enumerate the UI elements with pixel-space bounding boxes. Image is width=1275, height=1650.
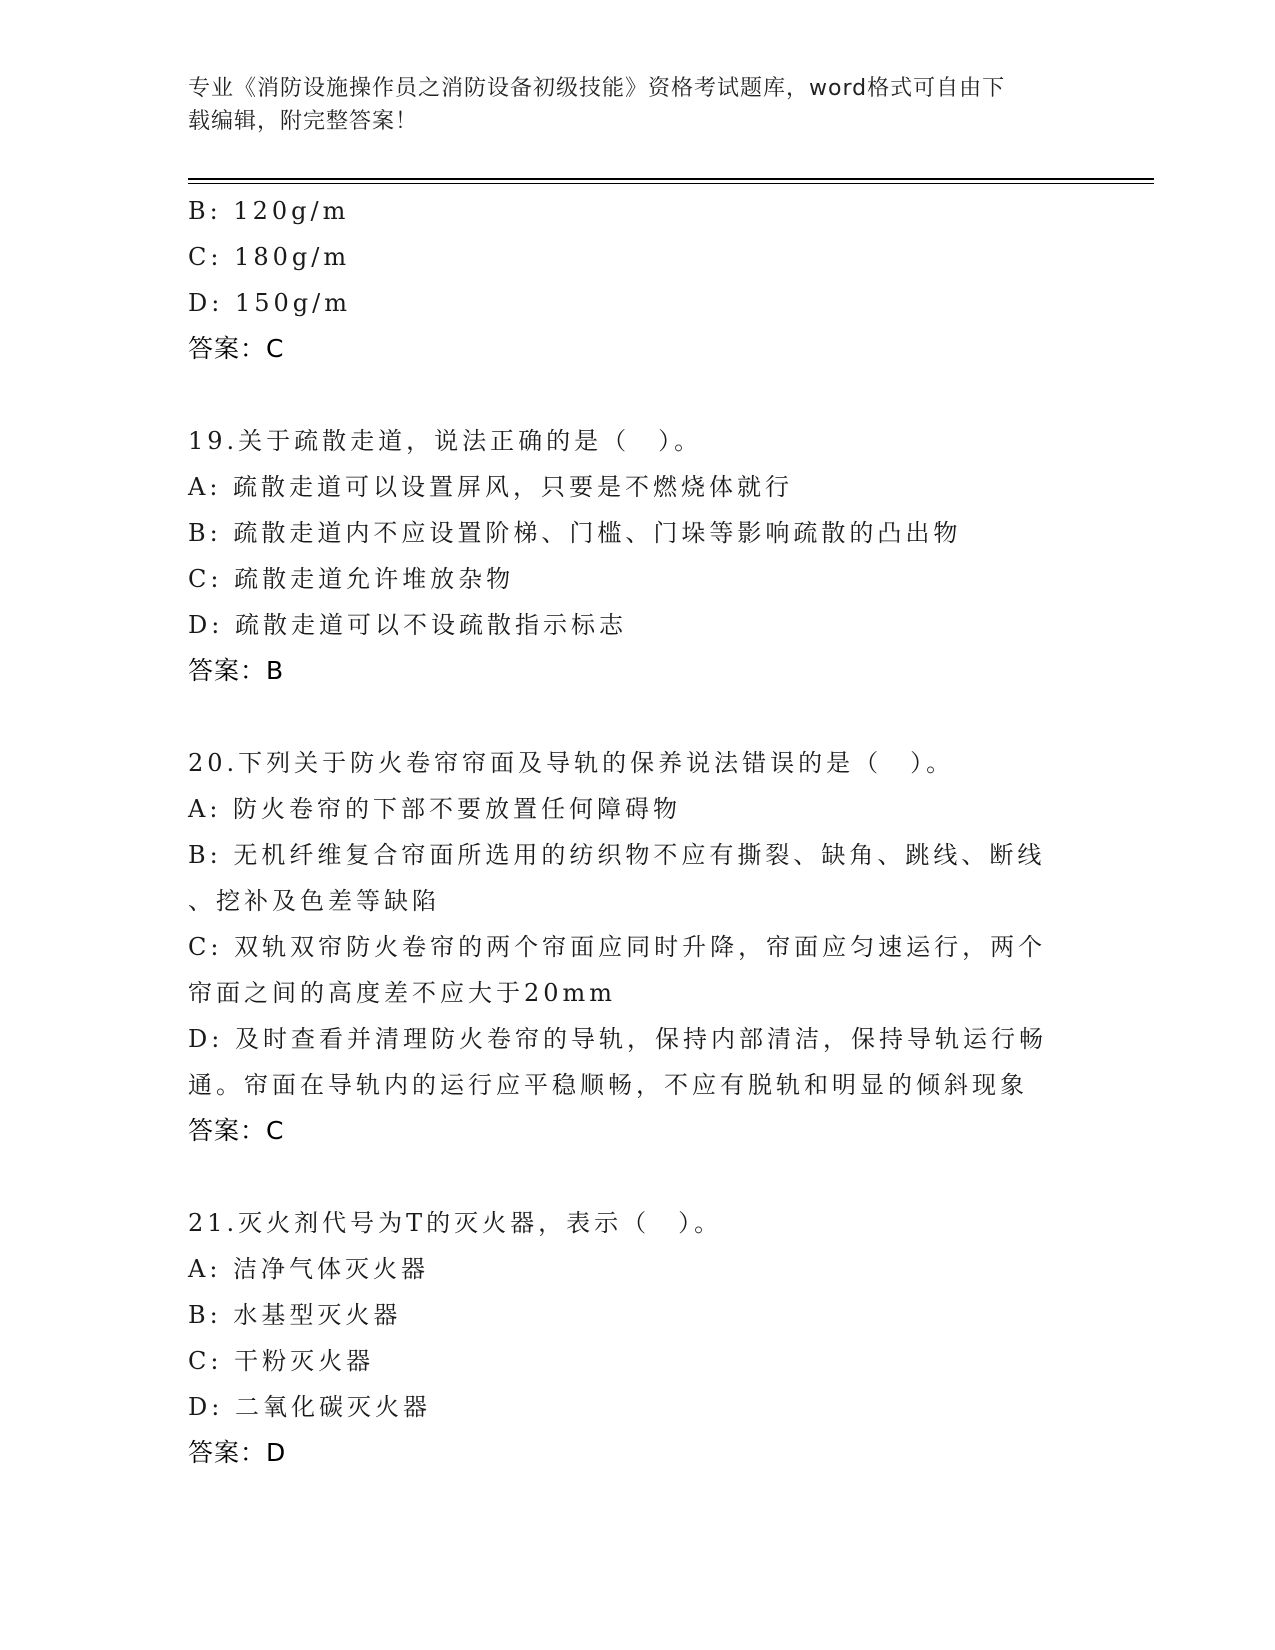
option-line: A: 疏散走道可以设置屏风，只要是不燃烧体就行 [188, 473, 794, 501]
document-header [188, 72, 1088, 138]
question-stem: 20.下列关于防火卷帘帘面及导轨的保养说法错误的是（ ）。 [188, 749, 955, 777]
option-line: D: 及时查看并清理防火卷帘的导轨，保持内部清洁，保持导轨运行畅 [188, 1025, 1047, 1053]
question-21 [188, 1200, 1088, 1476]
question-stem: 21.灭火剂代号为T的灭火器，表示（ ）。 [188, 1209, 723, 1237]
option-line: D: 疏散走道可以不设疏散指示标志 [188, 611, 627, 639]
option-line: C: 干粉灭火器 [188, 1347, 375, 1375]
option-line: C: 180g/m [188, 243, 351, 271]
header-line-1: 专业《消防设施操作员之消防设备初级技能》资格考试题库，word格式可自由下 [188, 76, 1006, 101]
answer-line: 答案：C [188, 1116, 285, 1145]
header-line-2: 载编辑，附完整答案！ [188, 109, 419, 134]
option-line: C: 双轨双帘防火卷帘的两个帘面应同时升降，帘面应匀速运行，两个 [188, 933, 1047, 961]
header-rule-thick [188, 178, 1154, 180]
answer-line: 答案：C [188, 334, 285, 363]
question-20 [188, 740, 1088, 1154]
option-line: D: 150g/m [188, 289, 351, 317]
option-line: C: 疏散走道允许堆放杂物 [188, 565, 515, 593]
answer-line: 答案：B [188, 656, 285, 685]
question-19 [188, 418, 1088, 694]
option-line-continued: 通。帘面在导轨内的运行应平稳顺畅，不应有脱轨和明显的倾斜现象 [188, 1071, 1028, 1099]
header-rule-thin [188, 183, 1154, 184]
option-line: B: 水基型灭火器 [188, 1301, 402, 1329]
question-stem: 19.关于疏散走道，说法正确的是（ ）。 [188, 427, 703, 455]
answer-line: 答案：D [188, 1438, 287, 1467]
option-line: B: 疏散走道内不应设置阶梯、门槛、门垛等影响疏散的凸出物 [188, 519, 962, 547]
option-line: B: 无机纤维复合帘面所选用的纺织物不应有撕裂、缺角、跳线、断线 [188, 841, 1046, 869]
option-line: A: 洁净气体灭火器 [188, 1255, 430, 1283]
option-line: D: 二氧化碳灭火器 [188, 1393, 431, 1421]
option-line-continued: 、挖补及色差等缺陷 [188, 887, 440, 915]
option-line: B: 120g/m [188, 197, 350, 225]
option-line: A: 防火卷帘的下部不要放置任何障碍物 [188, 795, 682, 823]
question-content [188, 188, 1088, 1476]
option-line-continued: 帘面之间的高度差不应大于20mm [188, 979, 617, 1007]
question-18-tail [188, 188, 1088, 372]
